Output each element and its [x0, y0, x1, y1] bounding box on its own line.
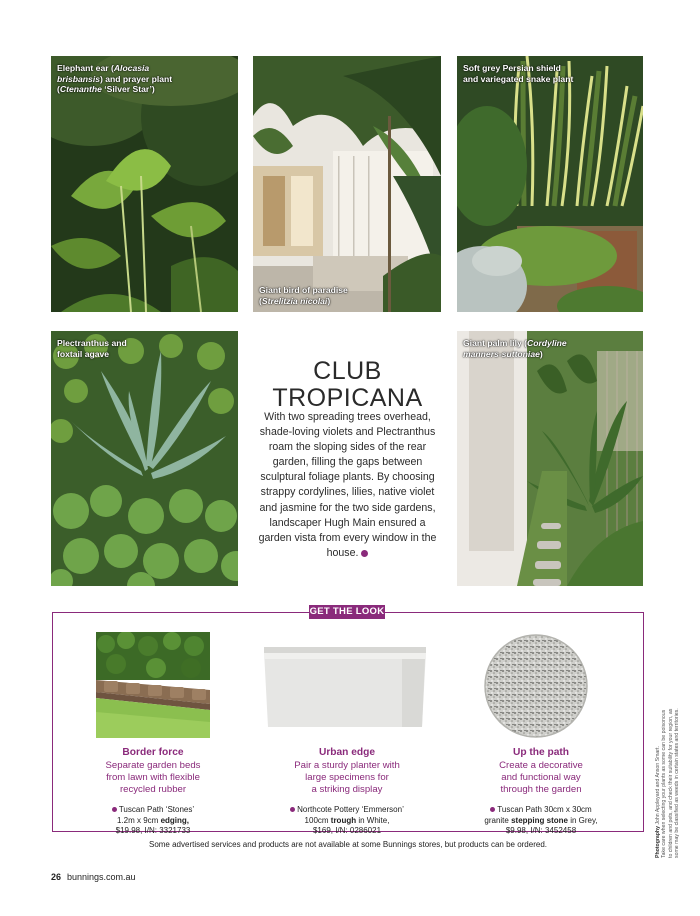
product-info-line: [463, 805, 619, 816]
caption-persian-shield: [463, 63, 573, 84]
product-name: Northcote Pottery ‘Emmerson’: [297, 805, 404, 814]
product-card-trough: [268, 747, 426, 837]
product-info-line: [268, 816, 426, 827]
side-credits: [655, 638, 681, 858]
caption-plectranthus-agave: [57, 338, 127, 359]
caption-segment: Giant palm lily (: [463, 338, 527, 348]
product-description-line: Pair a sturdy planter with: [294, 760, 400, 771]
caption-line: [259, 285, 348, 296]
photo-bird-of-paradise: [253, 56, 441, 312]
caption-line: [463, 74, 573, 85]
caption-line: [57, 74, 172, 85]
article-headline: [255, 358, 440, 412]
headline-line-2: TROPICANA: [272, 384, 423, 412]
product-type: stepping stone: [511, 815, 568, 825]
product-description: [82, 760, 224, 796]
end-dot-icon: [361, 550, 368, 557]
safety-note-line: to children and pets, and check their suitability for your region, as: [667, 708, 674, 858]
article-body-text: With two spreading trees overhead, shade-loving violets and Plectranthus roam the sloping sides of the rear garden, filling the gaps between sculptural foliage plants. By choosing strappy cordylines, lilies, native violet and jasmine for the two side gardens, landscaper Hugh Main ensured a garden vista from every window in the house.: [258, 411, 437, 559]
product-price: $19.98, I/N: 3321733: [115, 826, 191, 835]
caption-segment: Elephant ear (: [57, 63, 114, 73]
product-card-edging: [82, 747, 224, 837]
photo-persian-shield: [457, 56, 643, 312]
product-name: Tuscan Path ‘Stones’: [118, 805, 195, 814]
site-url[interactable]: bunnings.com.au: [67, 872, 136, 882]
caption-text: [463, 338, 567, 348]
product-stepping-stone-image: [484, 634, 588, 738]
product-info: [463, 805, 619, 837]
caption-text: [57, 74, 172, 84]
get-the-look-badge: GET THE LOOK: [309, 606, 385, 617]
botanical-name: brisbansis: [57, 73, 100, 84]
caption-segment: ): [539, 348, 543, 359]
product-info-line: [82, 805, 224, 816]
caption-text: foxtail agave: [57, 348, 110, 359]
headline-line-1: CLUB: [313, 357, 382, 385]
product-description-line: a striking display: [311, 784, 383, 795]
photo-plectranthus-agave: [51, 331, 238, 586]
product-edging-image: [96, 632, 210, 738]
product-size: granite: [484, 815, 512, 825]
product-title: Urban edge: [318, 747, 376, 758]
caption-segment: ): [327, 295, 331, 306]
product-title: Border force: [122, 747, 184, 758]
product-title: Up the path: [512, 747, 570, 758]
caption-segment: ) and prayer plant: [100, 73, 173, 84]
caption-text: Giant bird of paradise: [259, 285, 348, 295]
product-description-line: recycled rubber: [119, 784, 187, 795]
photo-palm-lily: [457, 331, 643, 586]
product-info-line: [463, 816, 619, 827]
product-description-line: large specimens for: [305, 772, 389, 783]
product-description-line: through the garden: [500, 784, 582, 795]
product-description: [268, 760, 426, 796]
product-stepping-stone-art: [484, 634, 588, 738]
product-info: [82, 805, 224, 837]
caption-text: [57, 63, 149, 73]
caption-text: [463, 349, 543, 359]
safety-note-line: Take care when selecting your plants as some can be poisonous: [661, 709, 668, 858]
product-info: [268, 805, 426, 837]
caption-text: and variegated snake plant: [463, 73, 574, 84]
botanical-name: manners-suttoniae: [463, 348, 540, 359]
caption-text: [259, 296, 330, 306]
caption-elephant-ear: [57, 63, 172, 95]
availability-disclaimer: Some advertised services and products are not available at some Bunnings stores, but products can be ordered.: [148, 840, 547, 849]
product-type: trough: [330, 815, 357, 825]
bullet-icon: [290, 807, 295, 812]
product-info-line: [268, 805, 426, 816]
photo-palm-lily-image: [457, 331, 643, 586]
product-description-line: Separate garden beds: [105, 760, 201, 771]
page-number: 26: [51, 872, 62, 882]
product-description-line: and functional way: [501, 772, 581, 783]
product-colour: in Grey,: [567, 815, 598, 825]
botanical-name: Cordyline: [527, 338, 567, 348]
photo-elephant-ear: [51, 56, 238, 312]
caption-segment: (: [57, 84, 60, 94]
caption-text: Plectranthus and: [57, 338, 127, 348]
caption-line: [57, 63, 172, 74]
product-size: 100cm: [304, 815, 331, 825]
caption-line: [259, 296, 348, 307]
safety-note-line: some may be classified as weeds in certain states and territories.: [674, 708, 681, 858]
photo-credit-label: Photography: [655, 826, 661, 858]
photo-credit-names: John Appleyard and Anson Smart.: [655, 746, 661, 826]
caption-line: [463, 349, 567, 360]
product-card-stepping-stone: [463, 747, 619, 837]
botanical-name: Alocasia: [113, 63, 150, 73]
page-footer: [51, 872, 136, 882]
caption-segment: ‘Silver Star’): [101, 84, 155, 94]
photo-plectranthus-agave-image: [51, 331, 238, 586]
photo-persian-shield-image: [457, 56, 643, 312]
caption-line: [463, 63, 573, 74]
product-trough-art: [262, 645, 428, 729]
caption-palm-lily: [463, 338, 567, 359]
product-price: $9.98, I/N: 3452458: [505, 826, 577, 835]
product-info-line: [82, 816, 224, 827]
photo-bird-of-paradise-image: [253, 56, 441, 312]
caption-text: Soft grey Persian shield: [463, 63, 561, 73]
caption-line: [57, 338, 127, 349]
caption-segment: (: [259, 295, 262, 306]
product-name: Tuscan Path 30cm x 30cm: [497, 805, 592, 814]
caption-bird-of-paradise: [259, 285, 348, 306]
product-edging-art: [96, 632, 210, 738]
product-price: $169, I/N: 0286021: [312, 826, 382, 835]
product-description: [463, 760, 619, 796]
product-trough-image: [262, 645, 428, 729]
caption-text: [57, 84, 155, 94]
caption-line: [57, 84, 172, 95]
article-body: [252, 410, 443, 561]
botanical-name: Strelitzia nicolai: [261, 295, 328, 306]
product-colour: in White,: [356, 815, 390, 825]
product-description-line: Create a decorative: [499, 760, 583, 771]
product-description-line: from lawn with flexible: [106, 772, 200, 783]
product-size: 1.2m x 9cm: [116, 815, 161, 825]
botanical-name: Ctenanthe: [59, 84, 102, 94]
bullet-icon: [112, 807, 117, 812]
caption-line: [463, 338, 567, 349]
product-type: edging,: [160, 815, 190, 825]
bullet-icon: [490, 807, 495, 812]
caption-line: [57, 349, 127, 360]
